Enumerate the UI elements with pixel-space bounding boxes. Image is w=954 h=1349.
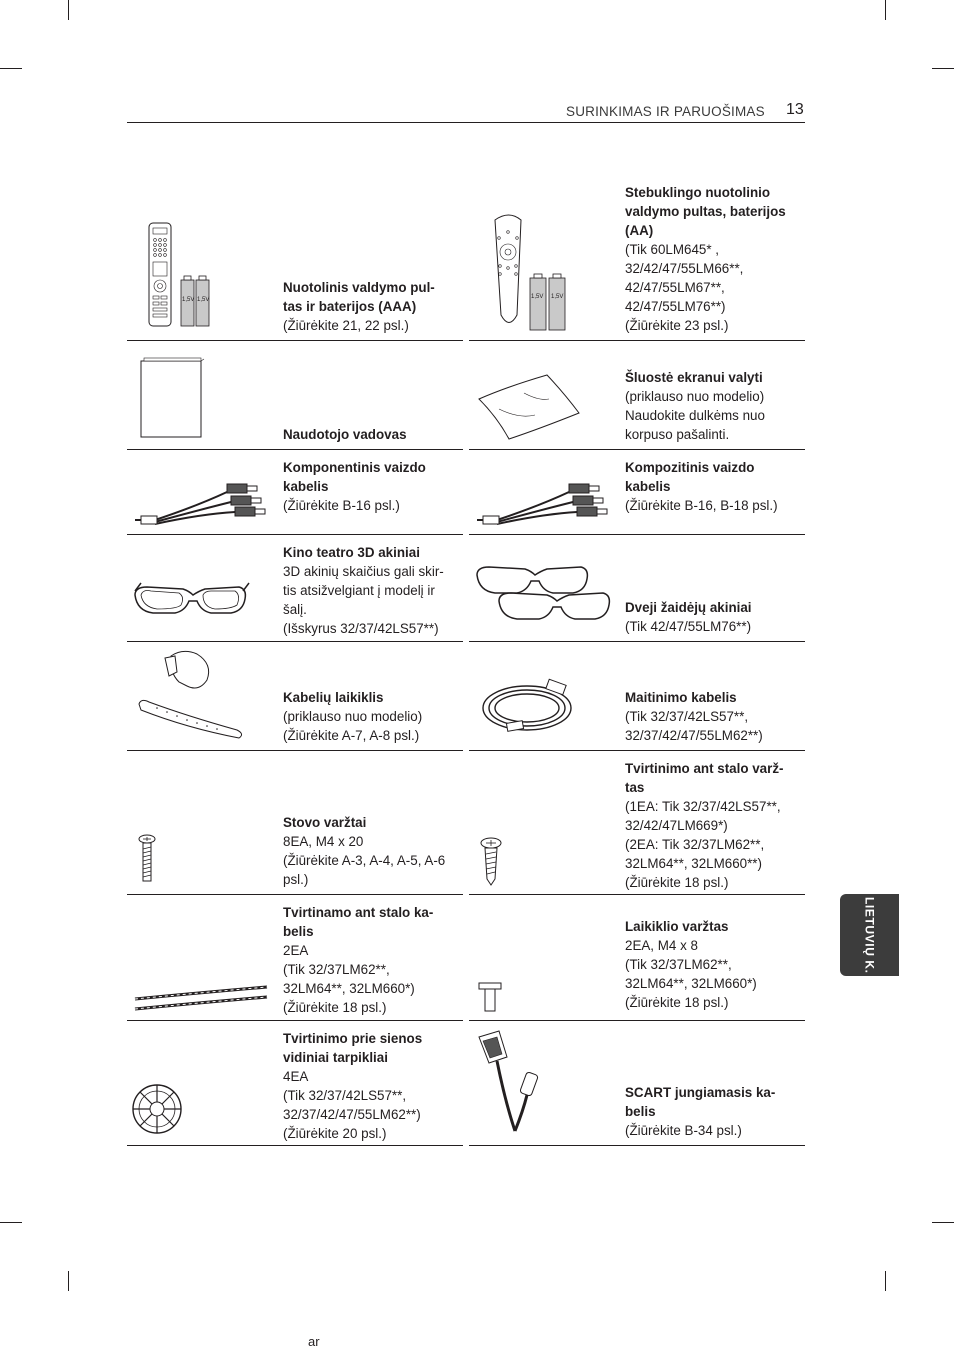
power-cable-icon: [469, 642, 619, 751]
magic-remote-icon: [469, 180, 619, 341]
item-title: SCART jungiamasis ka- belis: [625, 1085, 776, 1119]
desk-mount-screw-icon: [469, 751, 619, 895]
item-title: Maitinimo kabelis: [625, 690, 737, 705]
header-rule: [127, 122, 805, 123]
item-desc: 8EA, M4 x 20 (Žiūrėkite A-3, A-4, A-5, A-6 psl.): [283, 834, 446, 887]
item-desc: (Tik 42/47/55LM76**): [625, 619, 752, 634]
item-title: Kino teatro 3D akiniai: [283, 545, 420, 560]
item-desk-mount-screw: [469, 751, 805, 895]
crop-mark: [0, 1222, 22, 1223]
crop-mark: [885, 0, 886, 20]
crop-mark: [932, 1222, 954, 1223]
item-3d-glasses: [127, 535, 463, 642]
item-title: Tvirtinamo ant stalo ka- belis: [283, 905, 434, 939]
item-composite-cable: [469, 450, 805, 535]
cable-holder-icon: [127, 642, 277, 751]
crop-mark: [885, 1271, 886, 1291]
manual-book-icon: [127, 341, 277, 450]
item-title: Laikiklio varžtas: [625, 919, 729, 934]
holder-screw-icon: [469, 895, 619, 1021]
battery-label: 1,5V: [551, 294, 564, 300]
item-desc: (Žiūrėkite B-34 psl.): [625, 1123, 742, 1138]
item-magic-remote: [469, 180, 805, 341]
item-component-cable: [127, 450, 463, 535]
item-desc: (Žiūrėkite B-16, B-18 psl.): [625, 498, 778, 513]
3d-glasses-icon: [127, 535, 277, 642]
item-scart-cable: [469, 1021, 805, 1146]
crop-mark: [68, 0, 69, 20]
battery-label: 1,5V: [197, 297, 210, 303]
item-title: Stebuklingo nuotolinio valdymo pultas, baterijos (AA): [625, 185, 786, 238]
item-desk-mount-cable: [127, 895, 463, 1021]
desk-mount-cable-icon: [127, 895, 277, 1021]
battery-label: 1,5V: [531, 294, 544, 300]
item-holder-screw: [469, 895, 805, 1021]
item-remote-control: [127, 180, 463, 341]
item-title: Tvirtinimo prie sienos vidiniai tarpikliai: [283, 1031, 423, 1065]
section-title: SURINKIMAS IR PARUOŠIMAS: [566, 104, 765, 119]
item-desc: 2EA (Tik 32/37LM62**, 32LM64**, 32LM660*) (Žiūrėkite 18 psl.): [283, 943, 415, 1015]
component-cable-icon: [127, 450, 277, 535]
item-desc: 2EA, M4 x 8 (Tik 32/37LM62**, 32LM64**, 32LM660*) (Žiūrėkite 18 psl.): [625, 938, 757, 1010]
item-desc: (Žiūrėkite 21, 22 psl.): [283, 318, 409, 333]
item-user-manual: [127, 341, 463, 450]
item-power-cable: [469, 642, 805, 751]
scart-cable-icon: [469, 1021, 619, 1146]
battery-label: 1,5V: [182, 297, 195, 303]
item-desc: (1EA: Tik 32/37/42LS57**, 32/42/47LM669*) (2EA: Tik 32/37LM62**, 32LM64**, 32LM660**) (Žiūrėkite 18 psl.): [625, 799, 781, 890]
stand-screw-icon: [127, 751, 277, 895]
item-title: Komponentinis vaizdo kabelis: [283, 460, 426, 494]
item-title: Nuotolinis valdymo pul- tas ir baterijos (AAA): [283, 280, 435, 314]
crop-mark: [0, 68, 22, 69]
crop-mark: [932, 68, 954, 69]
remote-control-icon: [127, 180, 277, 341]
item-title: Kabelių laikiklis: [283, 690, 384, 705]
item-cleaning-cloth: [469, 341, 805, 450]
item-desc: 3D akinių skaičius gali skir- tis atsižvelgiant į modelį ir šalį. (Išskyrus 32/37/42LS57**): [283, 564, 444, 636]
item-title: Stovo varžtai: [283, 815, 367, 830]
composite-cable-icon: [469, 450, 619, 535]
item-stand-screws: [127, 751, 463, 895]
page-number: 13: [786, 101, 804, 118]
item-desc: (priklauso nuo modelio) (Žiūrėkite A-7, A-8 psl.): [283, 709, 423, 743]
item-title: Dveji žaidėjų akiniai: [625, 600, 752, 615]
cleaning-cloth-icon: [469, 341, 619, 450]
item-wall-spacers: [127, 1021, 463, 1146]
language-tab: [840, 894, 899, 976]
dual-play-glasses-icon: [469, 535, 619, 642]
crop-mark: [68, 1271, 69, 1291]
item-dual-play-glasses: [469, 535, 805, 642]
language-tab-label: LIETUVIŲ K.: [862, 896, 877, 974]
wall-spacer-icon: [127, 1021, 277, 1146]
item-desc: (Žiūrėkite B-16 psl.): [283, 498, 400, 513]
item-title: Kompozitinis vaizdo kabelis: [625, 460, 755, 494]
item-title: Tvirtinimo ant stalo varž- tas: [625, 761, 784, 795]
item-title: Šluostė ekranui valyti: [625, 370, 763, 385]
item-desc: (priklauso nuo modelio) Naudokite dulkėms nuo korpuso pašalinti.: [625, 389, 765, 442]
item-desc: (Tik 60LM645* , 32/42/47/55LM66**, 42/47/55LM67**, 42/47/55LM76**) (Žiūrėkite 23 psl.): [625, 242, 744, 333]
item-desc: (Tik 32/37/42LS57**, 32/37/42/47/55LM62**): [625, 709, 763, 743]
item-desc: 4EA (Tik 32/37/42LS57**, 32/37/42/47/55LM62**) (Žiūrėkite 20 psl.): [283, 1069, 421, 1141]
or-label: ar: [308, 1334, 320, 1349]
item-title: Naudotojo vadovas: [283, 427, 407, 442]
